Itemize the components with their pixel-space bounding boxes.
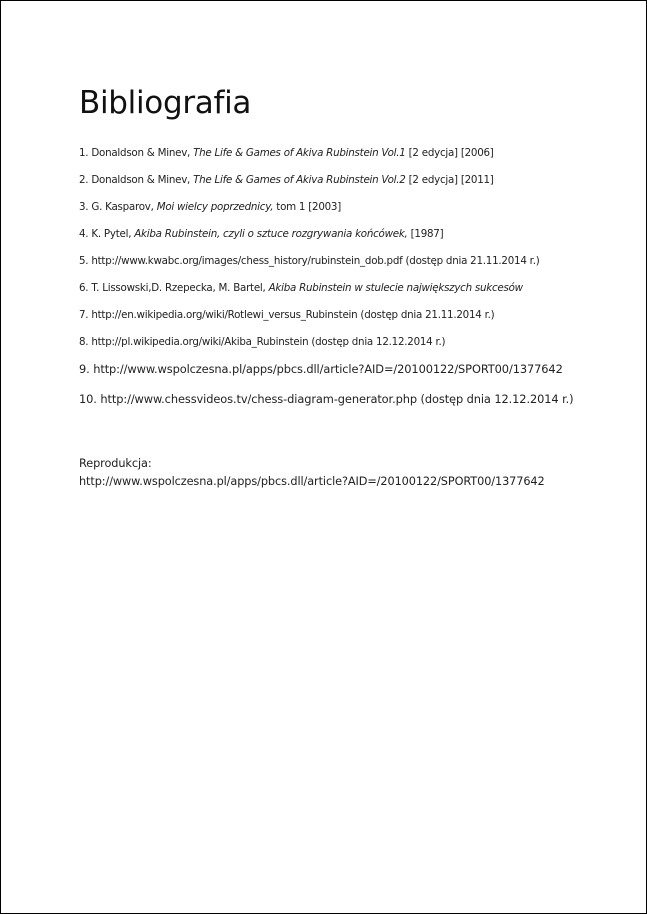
entry-author: Donaldson & Minev, [91,147,191,159]
entry-number: 5. [79,255,89,267]
reproduction-url: http://www.wspolczesna.pl/apps/pbcs.dll/article?AID=/20100122/SPORT00/1377642 [79,475,545,488]
entry-title: The Life & Games of Akiva Rubinstein Vol.1 [193,147,406,159]
entry-url: http://www.chessvideos.tv/chess-diagram-generator.php (dostęp dnia 12.12.2014 r.) [100,392,574,406]
entry-url: http://www.wspolczesna.pl/apps/pbcs.dll/article?AID=/20100122/SPORT00/1377642 [93,362,563,376]
bibliography-entry [79,307,573,323]
entry-author: T. Lissowski,D. Rzepecka, M. Bartel, [91,282,266,294]
entry-number: 8. [79,336,89,348]
bibliography-entry [79,361,573,377]
entry-author: K. Pytel, [91,228,132,240]
bibliography-entry [79,172,573,188]
bibliography-entry [79,145,573,161]
bibliography-list [79,145,573,421]
entry-title: Moi wielcy poprzednicy, [156,201,274,213]
bibliography-entry [79,280,573,296]
entry-url: http://www.kwabc.org/images/chess_history/rubinstein_dob.pdf (dostęp dnia 21.11.2014 r.) [91,255,540,267]
reproduction-label: Reprodukcja: [79,457,152,470]
entry-number: 6. [79,282,89,294]
entry-title: Akiba Rubinstein, czyli o sztuce rozgrywania końcówek, [134,228,408,240]
page-title: Bibliografia [79,85,252,121]
entry-number: 10. [79,392,97,406]
entry-title: Akiba Rubinstein w stulecie największych sukcesów [268,282,523,294]
bibliography-entry [79,253,573,269]
bibliography-entry [79,334,573,350]
entry-url: http://pl.wikipedia.org/wiki/Akiba_Rubinstein (dostęp dnia 12.12.2014 r.) [91,336,446,348]
entry-title: The Life & Games of Akiva Rubinstein Vol.2 [193,174,406,186]
bibliography-entry [79,199,573,215]
entry-number: 2. [79,174,89,186]
entry-number: 4. [79,228,89,240]
entry-url: http://en.wikipedia.org/wiki/Rotlewi_versus_Rubinstein (dostęp dnia 21.11.2014 r.) [91,309,495,321]
entry-number: 9. [79,362,90,376]
entry-number: 3. [79,201,89,213]
entry-author: G. Kasparov, [91,201,154,213]
entry-number: 1. [79,147,89,159]
bibliography-entry [79,226,573,242]
entry-details: tom 1 [2003] [276,201,342,213]
reproduction-note [79,455,545,491]
bibliography-entry [79,391,573,407]
entry-details: [1987] [410,228,444,240]
entry-details: [2 edycja] [2011] [408,174,494,186]
entry-details: [2 edycja] [2006] [408,147,494,159]
entry-author: Donaldson & Minev, [91,174,191,186]
entry-number: 7. [79,309,89,321]
